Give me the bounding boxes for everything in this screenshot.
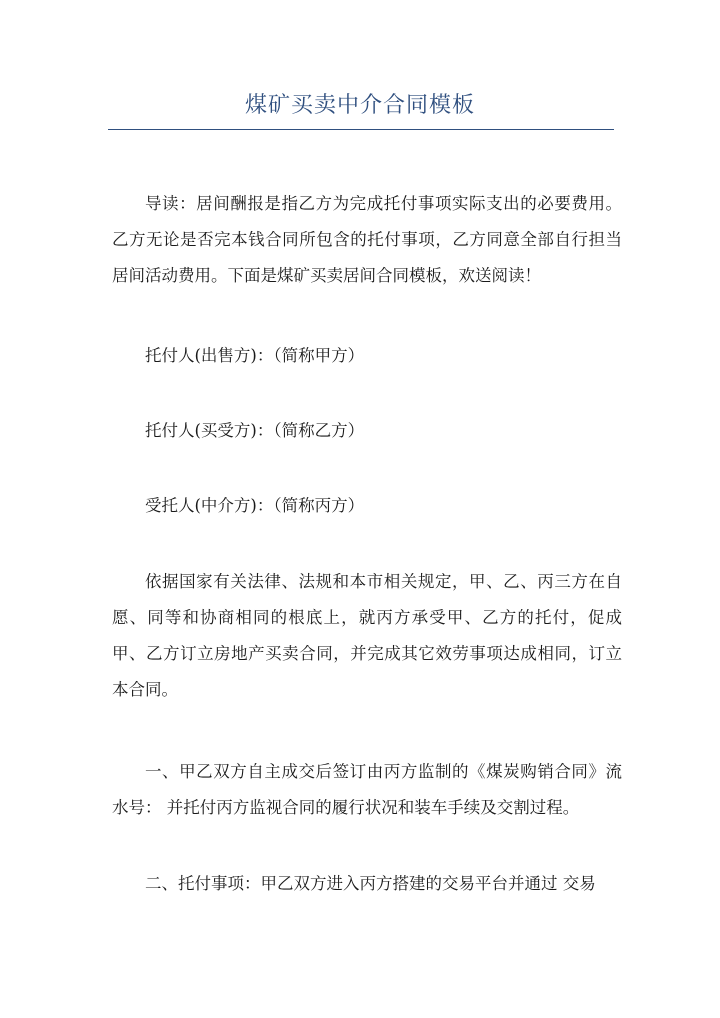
seller-party-line: 托付人(出售方)：（简称甲方） <box>145 346 365 365</box>
basis-paragraph: 依据国家有关法律、法规和本市相关规定，甲、乙、丙三方在自愿、同等和协商相同的根底上，就丙方承受甲、乙方的托付，促成甲、乙方订立房地产买卖合同，并完成其它效劳事项达成相同，订立本合同。 <box>112 572 622 699</box>
intro-paragraph: 导读：居间酬报是指乙方为完成托付事项实际支出的必要费用。乙方无论是否完本钱合同所包含的托付事项，乙方同意全部自行担当居间活动费用。下面是煤矿买卖居间合同模板，欢送阅读！ <box>112 194 622 285</box>
clause-one-paragraph: 一、甲乙双方自主成交后签订由丙方监制的《煤炭购销合同》流水号： 并托付丙方监视合同的履行状况和装车手续及交割过程。 <box>112 762 622 817</box>
agent-party-line: 受托人(中介方)：（简称丙方） <box>145 496 365 515</box>
buyer-party-line: 托付人(买受方)：（简称乙方） <box>145 421 365 440</box>
title-underline <box>108 129 614 130</box>
document-title: 煤矿买卖中介合同模板 <box>244 93 475 118</box>
clause-two-paragraph: 二、托付事项：甲乙双方进入丙方搭建的交易平台并通过 交易 <box>145 874 596 893</box>
